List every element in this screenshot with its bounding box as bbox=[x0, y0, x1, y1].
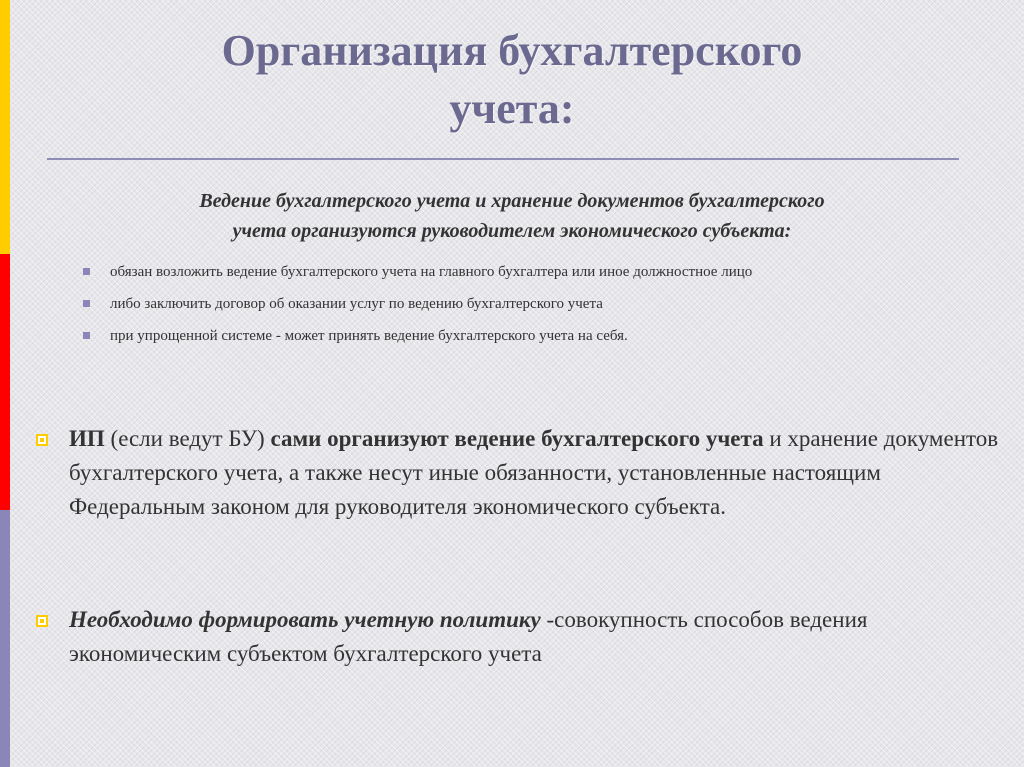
square-bullet-icon bbox=[83, 300, 90, 307]
accent-stripe-purple bbox=[0, 510, 10, 767]
square-bullet-icon bbox=[83, 268, 90, 275]
square-bullet-icon bbox=[83, 332, 90, 339]
title-divider bbox=[47, 158, 959, 160]
main-bullet-ip bbox=[36, 422, 1009, 524]
sub-bullet-list bbox=[80, 260, 988, 356]
sub-bullet-item bbox=[80, 324, 988, 348]
ip-label: ИП bbox=[69, 426, 105, 451]
square-bullet-icon bbox=[36, 434, 48, 446]
slide-title-line-1: Организация бухгалтерского bbox=[221, 26, 803, 75]
ip-condition: (если ведут БУ) bbox=[104, 426, 271, 451]
sub-bullet-item bbox=[80, 292, 988, 316]
policy-definition: -совокупность способов ведения экономическим субъектом бухгалтерского учета bbox=[69, 607, 868, 666]
square-bullet-icon bbox=[36, 615, 48, 627]
accent-stripe-red bbox=[0, 254, 10, 510]
sub-bullet-text: при упрощенной системе - может принять ведение бухгалтерского учета на себя. bbox=[110, 328, 628, 344]
policy-emphasis: Необходимо формировать учетную политику bbox=[69, 607, 541, 632]
sub-bullet-text: обязан возложить ведение бухгалтерского учета на главного бухгалтера или иное должностное лицо bbox=[110, 264, 753, 280]
lead-paragraph bbox=[40, 186, 984, 246]
sub-bullet-text: либо заключить договор об оказании услуг по ведению бухгалтерского учета bbox=[110, 296, 603, 312]
slide-title bbox=[40, 22, 984, 138]
slide-title-line-2: учета: bbox=[449, 84, 575, 133]
lead-line-1: Ведение бухгалтерского учета и хранение документов бухгалтерского bbox=[199, 190, 825, 212]
sub-bullet-item bbox=[80, 260, 988, 284]
ip-emphasis: сами организуют ведение бухгалтерского учета bbox=[270, 426, 764, 451]
accent-stripe-yellow bbox=[0, 0, 10, 254]
main-bullet-policy bbox=[36, 603, 1009, 671]
ip-rest: и хранение документов бухгалтерского учета, а также несут иные обязанности, установленные настоящим Федеральным законом для руководителя экономического субъекта. bbox=[69, 426, 999, 519]
lead-line-2: учета организуются руководителем экономического субъекта: bbox=[232, 220, 792, 242]
